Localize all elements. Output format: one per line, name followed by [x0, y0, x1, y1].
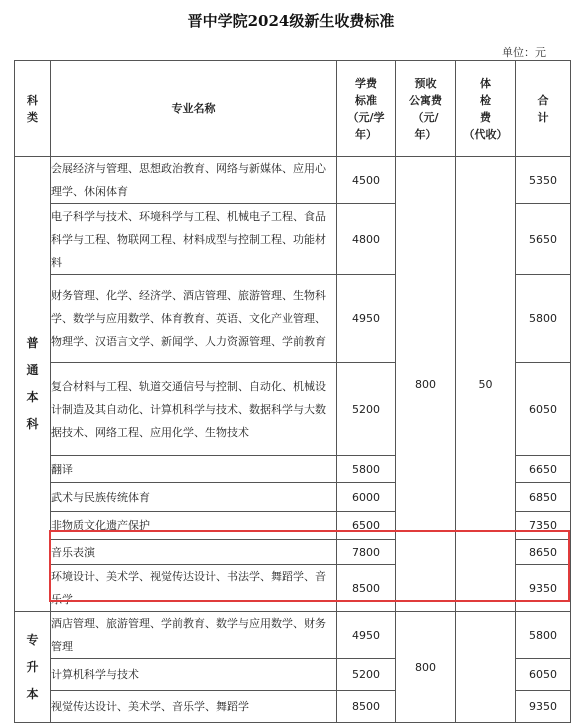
major-cell: 武术与民族传统体育	[51, 483, 337, 512]
total-cell: 5650	[516, 204, 571, 275]
header-category: 科 类	[15, 61, 51, 157]
total-cell: 8650	[516, 540, 571, 565]
unit-label: 单位：元	[502, 46, 546, 59]
page-title: 晋中学院2024级新生收费标准	[187, 12, 395, 30]
major-cell: 翻译	[51, 456, 337, 483]
checkup-cell-upgrade	[456, 612, 516, 723]
table-row	[15, 157, 571, 204]
total-cell: 6050	[516, 659, 571, 691]
major-cell: 复合材料与工程、轨道交通信号与控制、自动化、机械设计制造及其自动化、计算机科学与技术、数据科学与大数据技术、网络工程、应用化学、生物技术	[51, 363, 337, 456]
tuition-cell: 6000	[337, 483, 396, 512]
fee-table	[14, 60, 571, 723]
total-cell: 7350	[516, 512, 571, 540]
header-checkup: 体 检 费 （代收）	[456, 61, 516, 157]
dorm-cell-regular: 800	[396, 157, 456, 612]
category-upgrade: 专 升 本	[15, 612, 51, 723]
category-regular: 普 通 本 科	[15, 157, 51, 612]
tuition-cell: 5200	[337, 659, 396, 691]
total-cell: 5800	[516, 612, 571, 659]
total-cell: 6850	[516, 483, 571, 512]
tuition-cell: 4950	[337, 275, 396, 363]
major-cell: 会展经济与管理、思想政治教育、网络与新媒体、应用心理学、休闲体育	[51, 157, 337, 204]
table-row	[15, 612, 571, 659]
major-cell: 电子科学与技术、环境科学与工程、机械电子工程、食品科学与工程、物联网工程、材料成型与控制工程、功能材料	[51, 204, 337, 275]
table-header-row	[15, 61, 571, 157]
header-total: 合 计	[516, 61, 571, 157]
tuition-cell: 5200	[337, 363, 396, 456]
total-cell: 9350	[516, 565, 571, 612]
tuition-cell: 6500	[337, 512, 396, 540]
tuition-cell: 4500	[337, 157, 396, 204]
total-cell: 9350	[516, 691, 571, 723]
checkup-cell-regular: 50	[456, 157, 516, 612]
tuition-cell: 8500	[337, 565, 396, 612]
tuition-cell: 7800	[337, 540, 396, 565]
tuition-cell: 8500	[337, 691, 396, 723]
major-cell: 计算机科学与技术	[51, 659, 337, 691]
major-cell: 酒店管理、旅游管理、学前教育、数学与应用数学、财务管理	[51, 612, 337, 659]
major-cell: 财务管理、化学、经济学、酒店管理、旅游管理、生物科学、数学与应用数学、体育教育、英语、文化产业管理、物理学、汉语言文学、新闻学、人力资源管理、学前教育	[51, 275, 337, 363]
header-dorm: 预收 公寓费 （元/ 年）	[396, 61, 456, 157]
total-cell: 5800	[516, 275, 571, 363]
header-tuition: 学费 标准 （元/学 年）	[337, 61, 396, 157]
dorm-cell-upgrade: 800	[396, 612, 456, 723]
total-cell: 6050	[516, 363, 571, 456]
header-major: 专业名称	[51, 61, 337, 157]
major-cell: 非物质文化遗产保护	[51, 512, 337, 540]
major-cell: 音乐表演	[51, 540, 337, 565]
major-cell: 环境设计、美术学、视觉传达设计、书法学、舞蹈学、音乐学	[51, 565, 337, 612]
total-cell: 6650	[516, 456, 571, 483]
tuition-cell: 4800	[337, 204, 396, 275]
tuition-cell: 5800	[337, 456, 396, 483]
major-cell: 视觉传达设计、美术学、音乐学、舞蹈学	[51, 691, 337, 723]
total-cell: 5350	[516, 157, 571, 204]
tuition-cell: 4950	[337, 612, 396, 659]
